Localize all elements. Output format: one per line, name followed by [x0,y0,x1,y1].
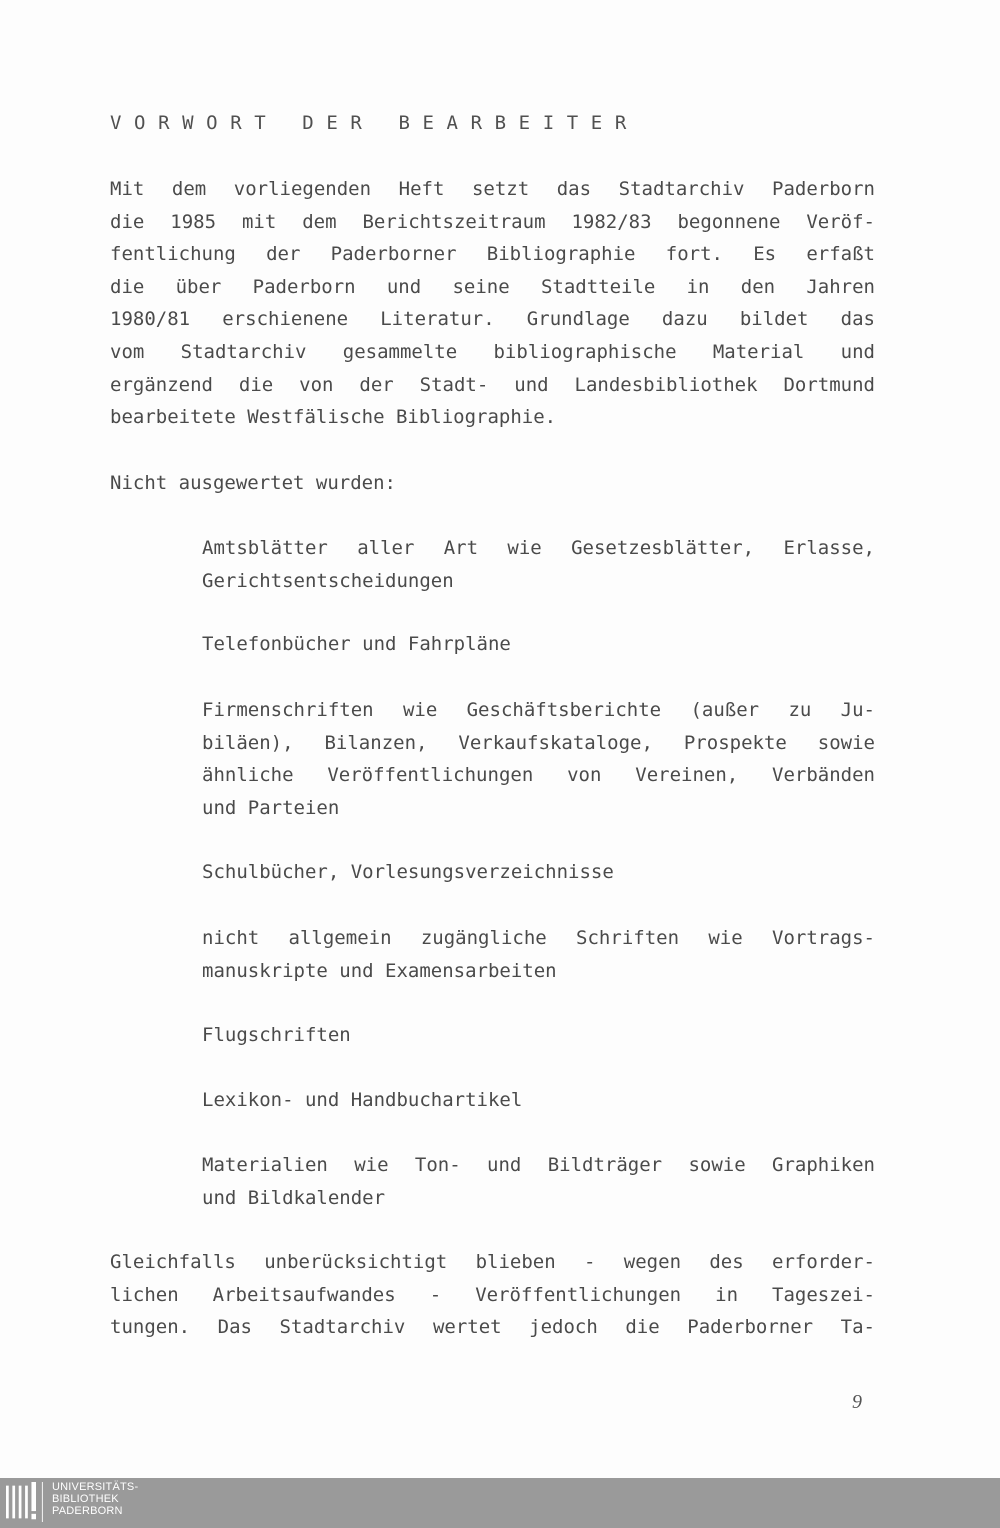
text-line: vom Stadtarchiv gesammelte bibliographische Material und [110,340,875,363]
list-item [202,1149,875,1214]
list-item [202,628,875,661]
text-line: Schulbücher, Vorlesungsverzeichnisse [202,861,614,883]
text-line: manuskripte und Examensarbeiten [202,959,557,982]
list-item [202,1019,875,1052]
list-item [202,1084,875,1117]
text-line: Lexikon- und Handbuchartikel [202,1089,523,1111]
text-line: Gerichtsentscheidungen [202,569,454,592]
logo-line: PADERBORN [52,1505,123,1517]
text-line: Amtsblätter aller Art wie Gesetzesblätter, Erlasse, [202,537,875,559]
intro-paragraph [110,173,875,434]
text-line: 1980/81 erschienene Literatur. Grundlage dazu bildet das [110,308,875,331]
text-line: Firmenschriften wie Geschäftsberichte (außer zu Ju- [202,699,875,721]
page-heading: VORWORT DER BEARBEITER [110,112,639,134]
list-item [202,694,875,824]
list-item [202,922,875,987]
text-line: und Parteien [202,796,340,819]
logo-line: BIBLIOTHEK [52,1493,119,1505]
text-line: nicht allgemein zugängliche Schriften wie Vortrags- [202,927,875,949]
list-item [202,856,875,889]
library-logo-icon [4,1482,48,1522]
page-number: 9 [852,1391,862,1413]
list-item [202,532,875,597]
text-line: bearbeitete Westfälische Bibliographie. [110,406,557,429]
text-line: Telefonbücher und Fahrpläne [202,633,511,655]
text-line: Mit dem vorliegenden Heft setzt das Stadtarchiv Paderborn [110,178,875,200]
text-line: Flugschriften [202,1024,351,1046]
logo-line: UNIVERSITÄTS- [52,1481,139,1493]
text-line: fentlichung der Paderborner Bibliographie fort. Es erfaßt [110,243,875,266]
text-line: ähnliche Veröffentlichungen von Vereinen, Verbänden [202,764,875,787]
text-line: Nicht ausgewertet wurden: [110,472,396,494]
text-line: Materialien wie Ton- und Bildträger sowie Graphiken [202,1154,875,1176]
not-evaluated-label [110,467,875,500]
text-line: ergänzend die von der Stadt- und Landesbibliothek Dortmund [110,373,875,396]
text-line: tungen. Das Stadtarchiv wertet jedoch die Paderborner Ta- [110,1316,875,1339]
text-line: und Bildkalender [202,1186,386,1209]
library-footer-bar [0,1478,1000,1528]
text-line: biläen), Bilanzen, Verkaufskataloge, Prospekte sowie [202,731,875,754]
text-line: Gleichfalls unberücksichtigt blieben - wegen des erforder- [110,1251,875,1273]
text-line: lichen Arbeitsaufwandes - Veröffentlichungen in Tageszei- [110,1283,875,1306]
text-line: die 1985 mit dem Berichtszeitraum 1982/83 begonnene Veröf- [110,210,875,233]
library-logo-text [52,1481,138,1517]
text-line: die über Paderborn und seine Stadtteile in den Jahren [110,275,875,298]
closing-paragraph [110,1246,875,1344]
